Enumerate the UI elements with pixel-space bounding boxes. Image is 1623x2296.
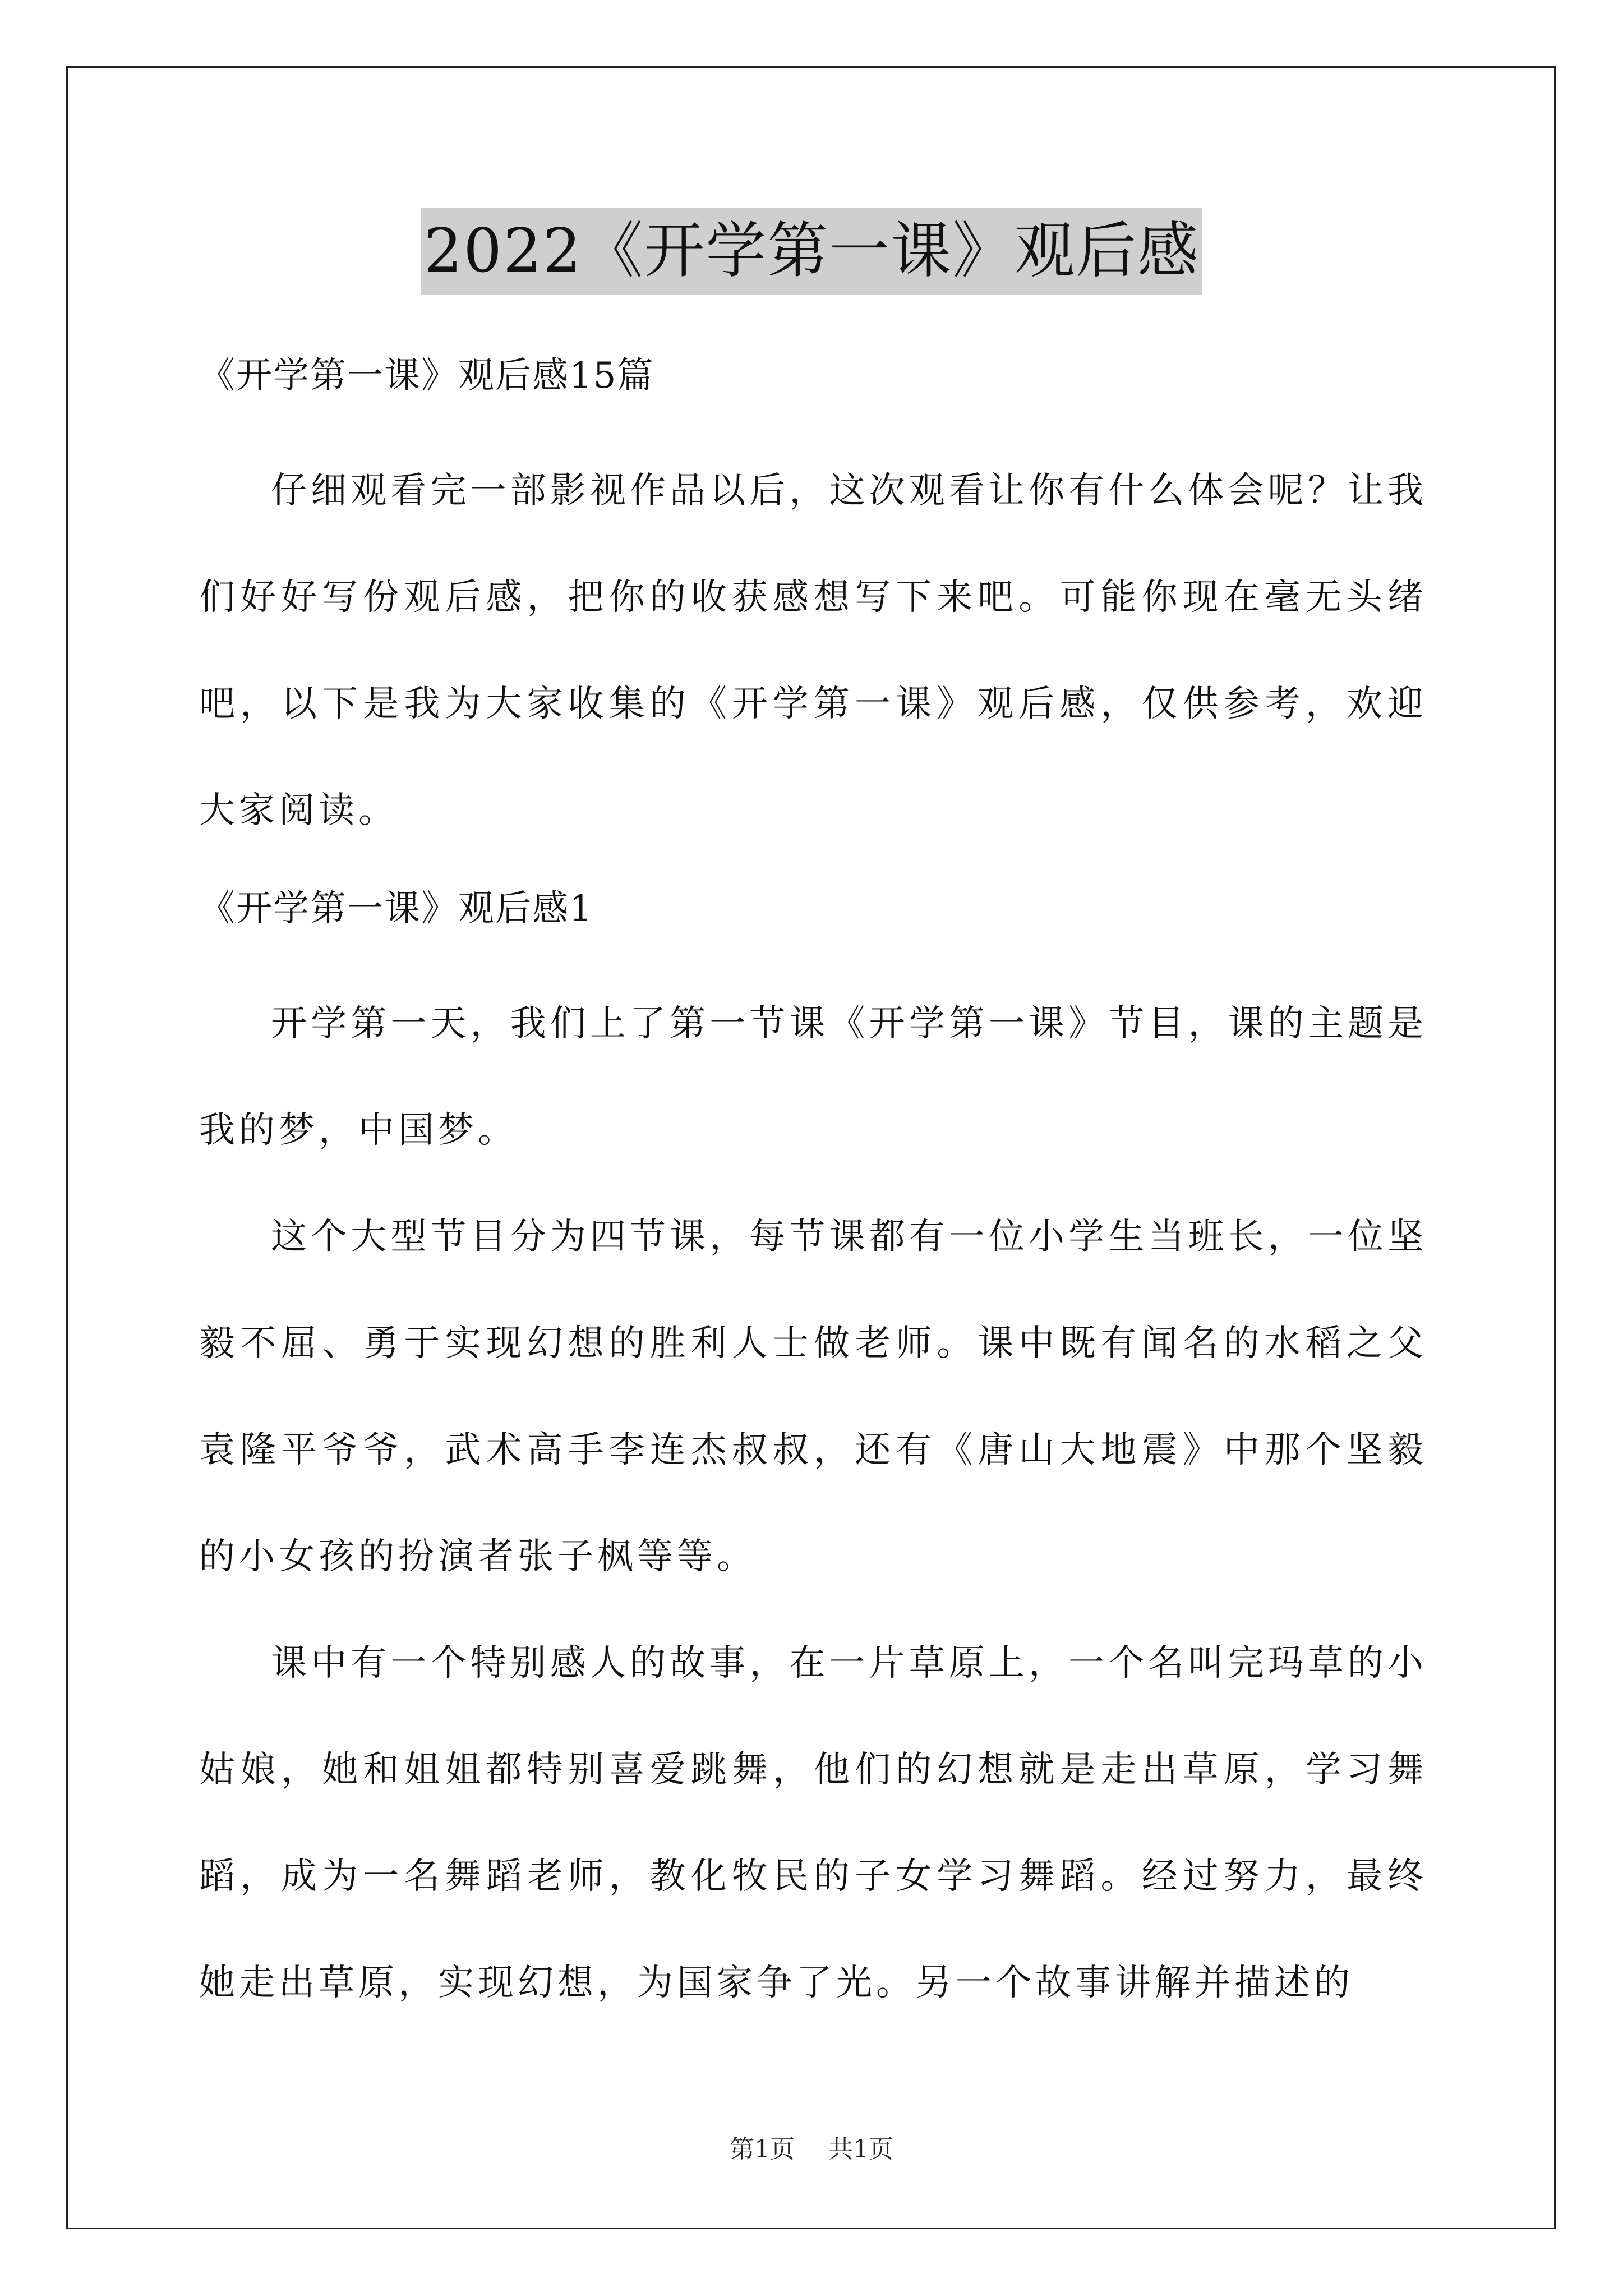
section-heading: 《开学第一课》观后感1	[199, 888, 593, 930]
page-number-total: 共1页	[828, 2135, 893, 2164]
paragraph-1: 开学第一天，我们上了第一节课《开学第一课》节目，课的主题是我的梦，中国梦。	[199, 1003, 1427, 1151]
intro-paragraph: 仔细观看完一部影视作品以后，这次观看让你有什么体会呢？让我们好好写份观后感，把你的收获感想写下来吧。可能你现在毫无头绪吧，以下是我为大家收集的《开学第一课》观后感，仅供参考，欢迎大家阅读。	[199, 470, 1427, 831]
paragraph-3: 课中有一个特别感人的故事，在一片草原上，一个名叫完玛草的小姑娘，她和姐姐都特别喜爱跳舞，他们的幻想就是走出草原，学习舞蹈，成为一名舞蹈老师，教化牧民的子女学习舞蹈。经过努力，最终她走出草原，实现幻想，为国家争了光。另一个故事讲解并描述的	[199, 1642, 1427, 2004]
paragraph-2: 这个大型节目分为四节课，每节课都有一位小学生当班长，一位坚毅不屈、勇于实现幻想的胜利人士做老师。课中既有闻名的水稻之父袁隆平爷爷，武术高手李连杰叔叔，还有《唐山大地震》中那个坚毅的小女孩的扮演者张子枫等等。	[199, 1216, 1427, 1577]
document-body	[199, 331, 1427, 2036]
document-title: 2022《开学第一课》观后感	[421, 208, 1203, 295]
page-number-current: 第1页	[730, 2135, 795, 2164]
subtitle: 《开学第一课》观后感15篇	[199, 355, 654, 397]
title-container	[0, 208, 1623, 295]
page-footer	[0, 2129, 1623, 2165]
